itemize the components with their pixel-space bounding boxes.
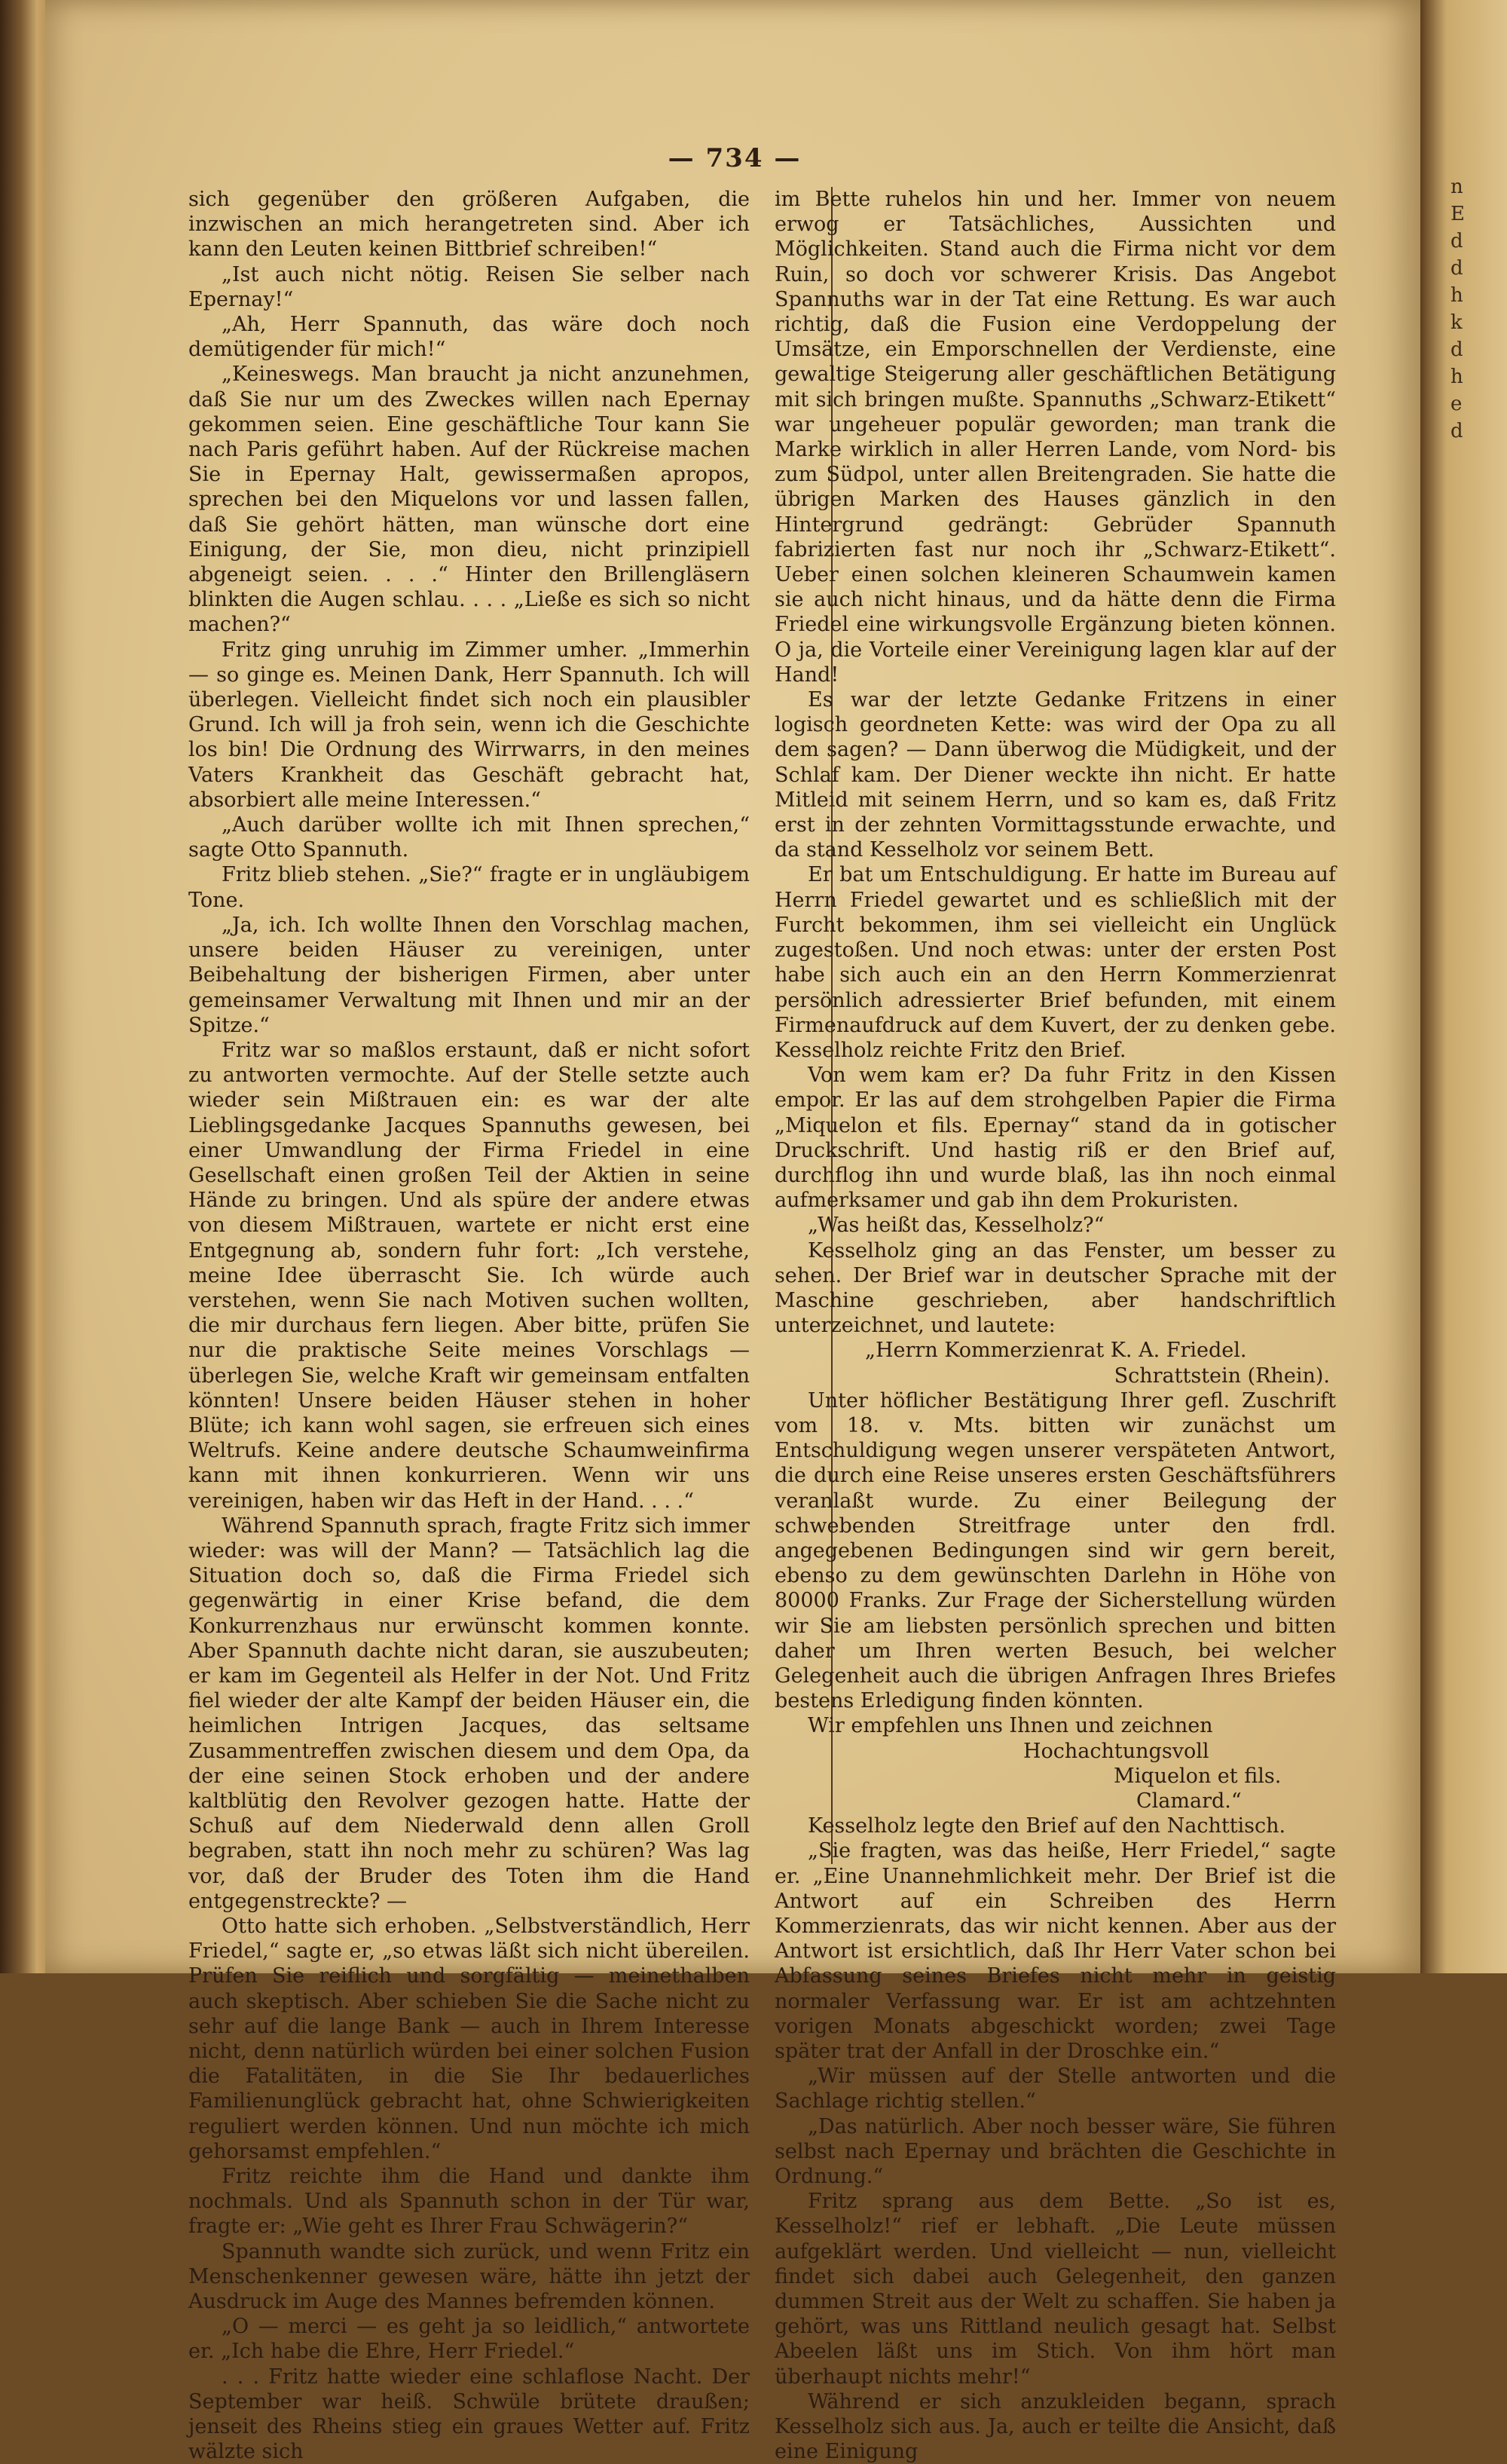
next-page-text-fragment: n E d d h k d h e d xyxy=(1450,176,1465,442)
letter-signature-firm: Miquelon et fils. xyxy=(1114,1764,1282,1788)
paragraph: . . . Fritz hatte wieder eine schlaflose Nacht. Der September war heiß. Schwüle brütete draußen; jenseit des Rheins stieg ein graues Wetter auf. Fritz wälzte sich xyxy=(188,2365,750,2464)
paragraph: Spannuth wandte sich zurück, und wenn Fritz ein Menschenkenner gewesen wäre, hätte ihn jetzt der Ausdruck im Auge des Mannes befremden können. xyxy=(188,2239,750,2314)
letter-salutation: Hochachtungsvoll xyxy=(1023,1739,1209,1763)
paragraph: Kesselholz legte den Brief auf den Nachttisch. xyxy=(808,1814,1286,1838)
paragraph: „Auch darüber wollte ich mit Ihnen sprechen,“ sagte Otto Spannuth. xyxy=(188,813,750,862)
paragraph: „Keineswegs. Man braucht ja nicht anzunehmen, daß Sie nur um des Zweckes willen nach Epernay gekommen seien. Eine geschäftliche Tour kann Sie nach Paris geführt haben. Auf der Rückreise machen Sie in Epernay Halt, gewissermaßen apropos, sprechen bei den Miquelons vor und lassen fallen, daß Sie gehört hätten, man wünsche dort eine Einigung, der Sie, mon dieu, nicht prinzipiell abgeneigt seien. . . .“ Hinter den Brillengläsern blinkten die Augen schlau. . . . „Ließe es sich so nicht machen?“ xyxy=(188,363,750,637)
letter-city: Schrattstein (Rhein). xyxy=(1114,1364,1330,1388)
paragraph: im Bette ruhelos hin und her. Immer von neuem erwog er Tatsächliches, Aussichten und Möglichkeiten. Stand auch die Firma nicht vor dem Ruin, so doch vor schwerer Krisis. Das Angebot Spannuths war in der Tat eine Rettung. Es war auch richtig, daß die Fusion eine Verdoppelung der Umsätze, ein Emporschnellen der Verdienste, eine gewaltige Steigerung aller geschäftlichen Betätigung mit sich bringen mußte. Spannuths „Schwarz-Etikett“ war ungeheuer populär geworden; man trank die Marke wirklich in aller Herren Lande, vom Nord- bis zum Südpol, unter allen Breitengraden. Sie hatte die übrigen Marken des Hauses gänzlich in den Hintergrund gedrängt: Gebrüder Spannuth fabrizierten fast nur noch ihr „Schwarz-Etikett“. Ueber einen solchen kleineren Schaumwein kamen sie auch nicht hinaus, und da hätte denn die Firma Friedel eine wirkungsvolle Ergänzung bieten können. O ja, die Vorteile einer Vereinigung lagen klar auf der Hand! xyxy=(775,188,1336,687)
paragraph: „Ah, Herr Spannuth, das wäre doch noch demütigender für mich!“ xyxy=(188,313,750,362)
paragraph: Fritz reichte ihm die Hand und dankte ihm nochmals. Und als Spannuth schon in der Tür war, fragte er: „Wie geht es Ihrer Frau Schwägerin?“ xyxy=(188,2165,750,2239)
letter-signature-name: Clamard.“ xyxy=(1136,1789,1242,1813)
letter-body: Unter höflicher Bestätigung Ihrer gefl. Zuschrift vom 18. v. Mts. bitten wir zunächst um Entschuldigung wegen unserer verspäteten Antwort, die durch eine Reise unseres ersten Geschäftsführers veranlaßt wurde. Zu einer Beilegung der schwebenden Streitfrage unter den frdl. angegebenen Bedingungen sind wir gern bereit, ebenso zu dem gewünschten Darlehn in Höhe von 80000 Franks. Zur Frage der Sicherstellung würden wir Sie am liebsten persönlich sprechen und bitten daher um Ihren werten Besuch, bei welcher Gelegenheit auch die übrigen Anfragen Ihres Briefes bestens Erledigung finden könnten. xyxy=(775,1388,1336,1713)
paragraph: Kesselholz ging an das Fenster, um besser zu sehen. Der Brief war in deutscher Sprache mit der Maschine geschrieben, aber handschriftlich unterzeichnet, und lautete: xyxy=(775,1238,1336,1338)
book-page xyxy=(45,0,1424,2464)
paragraph: „O — merci — es geht ja so leidlich,“ antwortete er. „Ich habe die Ehre, Herr Friedel.“ xyxy=(188,2315,750,2364)
paragraph: sich gegenüber den größeren Aufgaben, die inzwischen an mich herangetreten sind. Aber ich kann den Leuten keinen Bittbrief schreiben!“ xyxy=(188,188,750,262)
paragraph: Fritz blieb stehen. „Sie?“ fragte er in ungläubigem Tone. xyxy=(188,863,750,912)
next-page-edge xyxy=(1420,0,1507,1973)
paragraph: „Das natürlich. Aber noch besser wäre, Sie führen selbst nach Epernay und brächten die Geschichte in Ordnung.“ xyxy=(775,2114,1336,2189)
paragraph: Von wem kam er? Da fuhr Fritz in den Kissen empor. Er las auf dem strohgelben Papier die Firma „Miquelon et fils. Epernay“ stand da in gotischer Druckschrift. Und hastig riß er den Brief auf, durchflog ihn und wurde blaß, las ihn noch einmal aufmerksamer und gab ihn dem Prokuristen. xyxy=(775,1064,1336,1213)
left-column xyxy=(188,187,750,2464)
paragraph: „Was heißt das, Kesselholz?“ xyxy=(808,1214,1105,1238)
right-column xyxy=(775,187,1336,2464)
paragraph: Otto hatte sich erhoben. „Selbstverständlich, Herr Friedel,“ sagte er, „so etwas läßt sich nicht übereilen. Prüfen Sie reiflich und sorgfältig — meinethalben auch skeptisch. Aber schieben Sie die Sache nicht zu sehr auf die lange Bank — auch in Ihrem Interesse nicht, denn natürlich würden bei einer solchen Fusion die Fatalitäten, in die Sie Ihr bedauerliches Familienunglück gebracht hat, ohne Schwierigkeiten reguliert werden können. Und nun möchte ich mich gehorsamst empfehlen.“ xyxy=(188,1915,750,2163)
paragraph: „Wir müssen auf der Stelle antworten und die Sachlage richtig stellen.“ xyxy=(775,2065,1336,2114)
paragraph: „Ist auch nicht nötig. Reisen Sie selber nach Epernay!“ xyxy=(188,262,750,311)
paragraph: Fritz sprang aus dem Bette. „So ist es, Kesselholz!“ rief er lebhaft. „Die Leute müssen aufgeklärt werden. Und vielleicht — nun, vielleicht findet sich dabei auch Gelegenheit, den ganzen dummen Streit aus der Welt zu schaffen. Sie haben ja gehört, was uns Rittland neulich gesagt hat. Selbst Abeelen läßt uns im Stich. Von ihm hört man überhaupt nichts mehr!“ xyxy=(775,2190,1336,2389)
paragraph: Während Spannuth sprach, fragte Fritz sich immer wieder: was will der Mann? — Tatsächlich lag die Situation doch so, daß die Firma Friedel sich gegenwärtig in einer Krise befand, die dem Konkurrenzhaus nur erwünscht kommen konnte. Aber Spannuth dachte nicht daran, sie auszubeuten; er kam im Gegenteil als Helfer in der Not. Und Fritz fiel wieder der alte Kampf der beiden Häuser ein, die heimlichen Intrigen Jacques, das seltsame Zusammentreffen zwischen diesem und dem Opa, da der eine seinen Stock erhoben und der andere kaltblütig den Revolver gezogen hatte. Hatte der Schuß auf dem Niederwald denn allen Groll begraben, statt ihn noch mehr zu schüren? Was lag vor, daß der Bruder des Toten ihm die Hand entgegenstreckte? — xyxy=(188,1514,750,1913)
paragraph: „Sie fragten, was das heiße, Herr Friedel,“ sagte er. „Eine Unannehmlichkeit mehr. Der Brief ist die Antwort auf ein Schreiben des Herrn Kommerzienrats, das wir nicht kennen. Aber aus der Antwort ist ersichtlich, daß Ihr Herr Vater schon bei Abfassung seines Briefes nicht mehr in geistig normaler Verfassung war. Er ist am achtzehnten vorigen Monats abgeschickt worden; zwei Tage später trat der Anfall in der Droschke ein.“ xyxy=(775,1839,1336,2064)
paragraph: „Ja, ich. Ich wollte Ihnen den Vorschlag machen, unsere beiden Häuser zu vereinigen, unter Beibehaltung der bisherigen Firmen, aber unter gemeinsamer Verwaltung mit Ihnen und mir an der Spitze.“ xyxy=(188,913,750,1037)
paragraph: Es war der letzte Gedanke Fritzens in einer logisch geordneten Kette: was wird der Opa zu all dem sagen? — Dann überwog die Müdigkeit, und der Schlaf kam. Der Diener weckte ihn nicht. Er hatte Mitleid mit seinem Herrn, und so kam es, daß Fritz erst in der zehnten Vormittagsstunde erwachte, und da stand Kesselholz vor seinem Bett. xyxy=(775,688,1336,862)
letter-addressee: „Herrn Kommerzienrat K. A. Friedel. xyxy=(865,1339,1247,1363)
paragraph: Fritz war so maßlos erstaunt, daß er nicht sofort zu antworten vermochte. Auf der Stelle setzte auch wieder sein Mißtrauen ein: es war der alte Lieblingsgedanke Jacques Spannuths gewesen, bei einer Umwandlung der Firma Friedel in eine Gesellschaft einen großen Teil der Aktien in seine Hände zu bringen. Und als spüre der andere etwas von diesem Mißtrauen, wartete er nicht erst eine Entgegnung ab, sondern fuhr fort: „Ich verstehe, meine Idee überrascht Sie. Ich würde auch verstehen, wenn Sie nach Motiven suchen wollten, die mir durchaus fern liegen. Aber bitte, prüfen Sie nur die praktische Seite meines Vorschlags — überlegen Sie, welche Kraft wir gemeinsam entfalten könnten! Unsere beiden Häuser stehen in hoher Blüte; ich kann wohl sagen, sie erfreuen sich eines Weltrufs. Keine andere deutsche Schaumweinfirma kann mit ihnen konkurrieren. Wenn wir uns vereinigen, haben wir das Heft in der Hand. . . .“ xyxy=(188,1038,750,1513)
paragraph: Er bat um Entschuldigung. Er hatte im Bureau auf Herrn Friedel gewartet und es schließlich mit der Furcht bekommen, ihm sei vielleicht ein Unglück zugestoßen. Und noch etwas: unter der ersten Post habe sich auch ein an den Herrn Kommerzienrat persönlich adressierter Brief befunden, mit einem Firmenaufdruck auf dem Kuvert, der zu denken gebe. Kesselholz reichte Fritz den Brief. xyxy=(775,863,1336,1062)
page-number: — 734 — xyxy=(668,143,802,173)
paragraph: Fritz ging unruhig im Zimmer umher. „Immerhin — so ginge es. Meinen Dank, Herr Spannuth. Ich will überlegen. Vielleicht findet sich noch ein plausibler Grund. Ich will ja froh sein, wenn ich die Geschichte los bin! Die Ordnung des Wirrwarrs, in den meines Vaters Krankheit das Geschäft gebracht hat, absorbiert alle meine Interessen.“ xyxy=(188,638,750,812)
letter-closing: Wir empfehlen uns Ihnen und zeichnen xyxy=(808,1714,1213,1738)
paragraph: Während er sich anzukleiden begann, sprach Kesselholz sich aus. Ja, auch er teilte die Ansicht, daß eine Einigung xyxy=(775,2389,1336,2464)
